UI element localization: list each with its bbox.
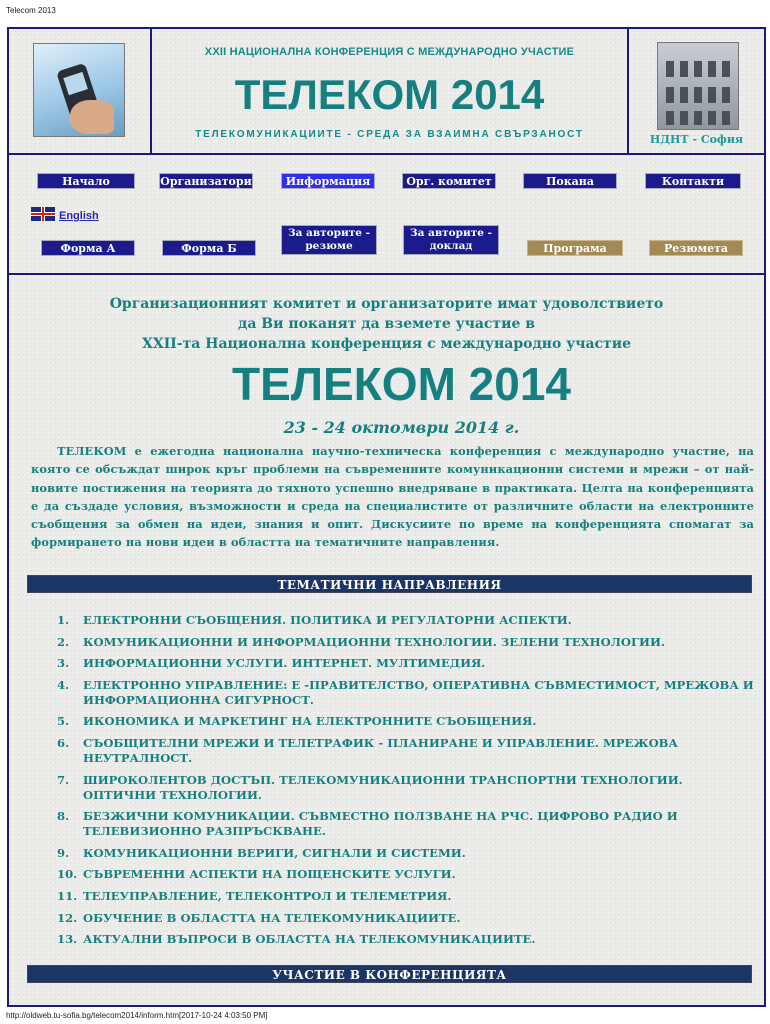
uk-flag-icon [31, 207, 55, 221]
navigation [9, 155, 764, 275]
abstracts-button[interactable]: Резюмета [649, 240, 743, 256]
list-item: 9. КОМУНИКАЦИОННИ ВЕРИГИ, СИГНАЛИ И СИСТЕМИ. [57, 845, 466, 860]
topics-section-header: ТЕМАТИЧНИ НАПРАВЛЕНИЯ [27, 575, 752, 593]
conference-subtitle: XXII НАЦИОНАЛНА КОНФЕРЕНЦИЯ С МЕЖДУНАРОДНО УЧАСТИЕ [204, 46, 575, 58]
building-caption: НДНТ - София [649, 133, 744, 146]
form-a-button[interactable]: Форма А [41, 240, 135, 256]
list-item: 6. СЪОБЩИТЕЛНИ МРЕЖИ И ТЕЛЕТРАФИК - ПЛАНИРАНЕ И УПРАВЛЕНИЕ. МРЕЖОВА НЕУТРАЛНОСТ. [57, 735, 678, 765]
main-title: ТЕЛЕКОМ 2014 [231, 358, 572, 410]
intro-line-1: Организационният комитет и организаторите имат удоволствието [109, 296, 664, 312]
form-b-button[interactable]: Форма Б [162, 240, 256, 256]
page-frame [7, 27, 766, 1007]
authors-paper-button[interactable]: За авторите - доклад [403, 225, 499, 255]
intro-line-3: XXII-та Национална конференция с международно участие [141, 336, 631, 352]
list-item: 8. БЕЗЖИЧНИ КОМУНИКАЦИИ. СЪВМЕСТНО ПОЛЗВАНЕ НА РЧС. ЦИФРОВО РАДИО И ТЕЛЕВИЗИОННО РАЗПРЪСКВАНЕ. [57, 809, 678, 839]
conference-dates: 23 - 24 октомври 2014 г. [283, 418, 520, 437]
topics-list [57, 613, 757, 954]
list-item: 11. ТЕЛЕУПРАВЛЕНИЕ, ТЕЛЕКОНТРОЛ И ТЕЛЕМЕТРИЯ. [57, 888, 452, 903]
nav-org-committee-button[interactable]: Орг. комитет [402, 173, 496, 189]
nav-contacts-button[interactable]: Контакти [645, 173, 741, 189]
list-item: 4. ЕЛЕКТРОННО УПРАВЛЕНИЕ: Е -ПРАВИТЕЛСТВО, ОПЕРАТИВНА СЪВМЕСТИМОСТ, МРЕЖОВА И ИНФОРМАЦИОННА СИГУРНОСТ. [57, 677, 754, 707]
browser-page-title: Telecom 2013 [6, 6, 56, 15]
header-right-cell [627, 29, 764, 153]
conference-logo-title: ТЕЛЕКОМ 2014 [234, 71, 545, 118]
nav-information-button[interactable]: Информация [281, 173, 375, 189]
conference-tagline: ТЕЛЕКОМУНИКАЦИИТЕ - СРЕДА ЗА ВЗАИМНА СВЪРЗАНОСТ [195, 129, 584, 140]
participation-section-header: УЧАСТИЕ В КОНФЕРЕНЦИЯТА [27, 965, 752, 983]
header [9, 29, 764, 155]
english-link-label: English [59, 210, 99, 222]
english-link[interactable] [31, 207, 99, 222]
list-item: 1. ЕЛЕКТРОННИ СЪОБЩЕНИЯ. ПОЛИТИКА И РЕГУЛАТОРНИ АСПЕКТИ. [57, 613, 572, 627]
header-left-cell [9, 29, 152, 153]
page-url-footer: http://oldweb.tu-sofia.bg/telecom2014/inform.htm[2017-10-24 4:03:50 PM] [6, 1011, 268, 1020]
intro-text [9, 294, 764, 354]
list-item: 7. ШИРОКОЛЕНТОВ ДОСТЪП. ТЕЛЕКОМУНИКАЦИОННИ ТРАНСПОРТНИ ТЕХНОЛОГИИ. ОПТИЧНИ ТЕХНОЛОГИИ. [57, 772, 683, 802]
authors-abstract-button[interactable]: За авторите - резюме [281, 225, 377, 255]
nav-organizers-button[interactable]: Организатори [160, 175, 252, 188]
building-photo [657, 42, 739, 130]
list-item: 13. АКТУАЛНИ ВЪПРОСИ В ОБЛАСТТА НА ТЕЛЕКОМУНИКАЦИИТЕ. [57, 932, 536, 947]
program-button[interactable]: Програма [527, 240, 623, 256]
intro-line-2: да Ви поканят да вземете участие в [237, 316, 535, 332]
description-paragraph: ТЕЛЕКОМ е ежегодна национална научно-техническа конференция с международно участие, на която се обсъждат широк кръг проблеми на съвременните комуникационни системи и мрежи – от най-новите постижения на теорията до тяхното успешно внедряване в практиката. Целта на конференцията е да създаде условия, възможности и среда на специалистите от различните области на електронните съобщения за обмен на идеи, знания и опит. Дискусиите по време на конференцията спомагат за формирането на нови идеи в областта на тематичните направления. [31, 444, 754, 550]
header-center-cell [152, 29, 627, 153]
nav-invitation-button[interactable]: Покана [523, 173, 617, 189]
list-item: 10. СЪВРЕМЕННИ АСПЕКТИ НА ПОЩЕНСКИТЕ УСЛУГИ. [57, 867, 456, 882]
hand-image [70, 100, 114, 134]
nav-home-button[interactable]: Начало [37, 173, 135, 189]
list-item: 12. ОБУЧЕНИЕ В ОБЛАСТТА НА ТЕЛЕКОМУНИКАЦИИТЕ. [57, 910, 461, 925]
list-item: 2. КОМУНИКАЦИОННИ И ИНФОРМАЦИОННИ ТЕХНОЛОГИИ. ЗЕЛЕНИ ТЕХНОЛОГИИ. [57, 634, 665, 649]
phone-photo [33, 43, 125, 137]
list-item: 5. ИКОНОМИКА И МАРКЕТИНГ НА ЕЛЕКТРОННИТЕ СЪОБЩЕНИЯ. [57, 714, 537, 729]
list-item: 3. ИНФОРМАЦИОННИ УСЛУГИ. ИНТЕРНЕТ. МУЛТИМЕДИЯ. [57, 656, 486, 671]
